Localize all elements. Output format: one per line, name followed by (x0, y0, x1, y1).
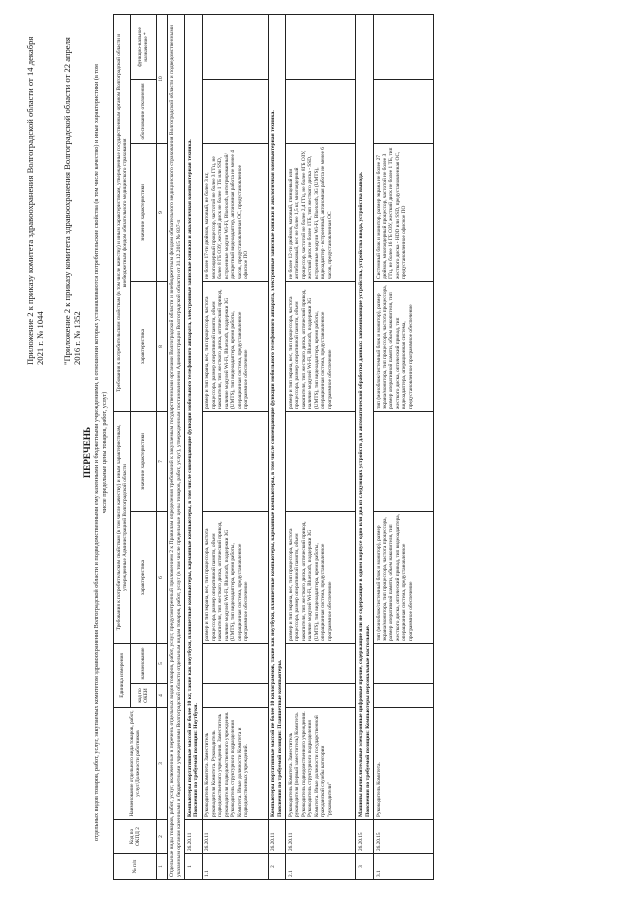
col-unit-name-header: наименование (130, 643, 156, 683)
row-gov-value (374, 411, 434, 511)
section-code: 26.20.11 (268, 820, 286, 854)
appendix-header: Приложение 2 к приказу комитета здравоохранения Волгоградской области от 14 декабря 2021 г. № 1044 (25, 36, 46, 365)
column-number: 9 (156, 143, 167, 281)
row-purpose (202, 14, 268, 79)
section-title-text: Компьютеры портативные массой не более 10 кг, такие как ноутбуки, планшетные компьютеры, карманные компьютеры, в том числе совмещающие функции мобильного телефонного аппарата, электронные записные книжки и аналогичная компьютерная техника. (186, 139, 193, 817)
row-cmt-char: тип (моноблок/системный блок и монитор), размер экрана/монитора, тип процессора, частота процессора, размер оперативной памяти, объем накопителя, тип жесткого диска, оптический привод, тип видеоадаптера, операционная система, предустановленное программное обеспечение (374, 281, 434, 411)
section-number: 1 (185, 854, 203, 880)
col-deviation-header: обоснование отклонения (130, 79, 156, 143)
section-row (185, 14, 203, 879)
col-gov-value-header: значение характеристики (130, 411, 156, 511)
section-title (185, 14, 203, 819)
row-unit-name (374, 643, 434, 683)
column-number: 3 (156, 708, 167, 820)
row-code: 26.20.15 (374, 820, 434, 854)
section-title (268, 14, 286, 819)
table-row (374, 14, 434, 879)
section-number: 3 (356, 854, 374, 880)
row-positions: Руководитель Комитета. (374, 708, 434, 820)
section-number: 2 (268, 854, 286, 880)
column-number: 1 (156, 854, 167, 880)
table-row (202, 14, 268, 879)
row-number: 3.1 (374, 854, 434, 880)
section-row (268, 14, 286, 879)
row-purpose (374, 14, 434, 79)
row-code: 26.20.11 (286, 820, 356, 854)
col-unit-header: Единица измерения (114, 643, 131, 707)
column-number: 10 (156, 14, 167, 143)
section-title-text: Машины вычислительные электронные цифровые прочие, содержащие или не содержащие в одном корпусе одно или два из следующих устройств для автоматической обработки данных: запоминающие устройства, устройства ввода, устройства вывода. (357, 171, 364, 817)
column-number-row (156, 14, 167, 879)
row-gov-char: размер и тип экрана, вес, тип процессора, частота процессора, размер оперативной памяти, объем накопителя, тип жесткого диска, оптический привод, наличие модулей Wi-Fi, Bluetooth, поддержки 3G (UMTS), тип видеоадаптера, время работы, операционная система, предустановленное программное обеспечение (286, 511, 356, 643)
row-unit-code (374, 684, 434, 708)
col-cmt-char-header: характеристика (130, 281, 156, 411)
column-number: 5 (156, 643, 167, 683)
section-title-text: Компьютеры портативные массой не более 10 килограммов, такие как ноутбуки, планшетные компьютеры, карманные компьютеры, в том числе совмещающие функции мобильного телефонного аппарата, электронные записные книжки и аналогичная компьютерная техника. (270, 110, 277, 817)
row-gov-char: тип (моноблок/системный блок и монитор), размер экрана/монитора, тип процессора, частота процессора, размер оперативной памяти, объем накопителя, тип жесткого диска, оптический привод, тип видеоадаптера, операционная система, предустановленное программное обеспечение (374, 511, 434, 643)
section-subtitle: Пояснения по требуемой позиции: Компьютеры персональные настольные. (364, 624, 371, 817)
requirements-table (113, 14, 434, 880)
column-number: 2 (156, 820, 167, 854)
col-okpd-header: Код по ОКПД 2 (114, 820, 157, 854)
column-number: 6 (156, 511, 167, 643)
document-title: ПЕРЕЧЕНЬ (82, 426, 92, 479)
col-name-header: Наименование отдельного вида товаров, работ, услуг/Должности работников (114, 708, 157, 820)
row-gov-char: размер и тип экрана, вес, тип процессора, частота процессора, размер оперативной памяти, объем накопителя, тип жесткого диска, оптический привод, наличие модулей Wi-Fi, Bluetooth, поддержки 3G (UMTS), тип видеоадаптера, время работы, операционная система, предустановленное программное обеспечение (202, 511, 268, 643)
table-row (286, 14, 356, 879)
row-cmt-value: Системный блок и монитор, размер экрана не более 27 дюймов, многоядерный процессор, частотой не более 3 ГГц, не более 16 ГБ ОЗУ, жесткий диск не более 1 ТБ, тип жесткого диска - HDD или SSD, предустановленная ОС, предустановленное офисное ПО (374, 143, 434, 281)
row-deviation (202, 79, 268, 143)
section-subtitle: Пояснения по требуемой позиции: Ноутбуки. (193, 703, 200, 817)
section-subtitle: Пояснения по требуемой позиции: Планшетные компьютеры. (277, 659, 284, 817)
column-number: 4 (156, 684, 167, 708)
row-gov-value (202, 411, 268, 511)
col-num-header: № п/п (114, 854, 157, 880)
appendix-header-original: "Приложение 2 к приказу комитета здравоохранения Волгоградской области от 22 апреля 2016 г. № 1352 (62, 37, 83, 365)
row-unit-code (202, 684, 268, 708)
section-title (356, 14, 374, 819)
section-code: 26.20.11 (185, 820, 203, 854)
col-purpose-header: функцио-нальное назначение * (130, 14, 156, 79)
col-unit-code-header: код по ОКЕИ (130, 684, 156, 708)
col-req-gov-header: Требования к потребительским свойствам (в том числе качеству) и иным характеристикам, утвержденные Администрацией Волгоградской области (114, 411, 131, 643)
row-cmt-value: не более 17-ти дюймов, матовый, не более 3 кг, многоядерный процессор, частотой не более 3 ГГц, не более 8 ГБ ОЗУ, жесткий диск не более 1 ТБ или SSD, встроенные модули Wi-Fi, Bluetooth, интегрированный/дискретный видеоадаптер, автономная работа не менее 4 часов, предустановленная ОС, предустановленное офисное ПО (202, 143, 268, 281)
row-deviation (374, 79, 434, 143)
col-gov-char-header: характеристика (130, 511, 156, 643)
row-deviation (286, 79, 356, 143)
col-cmt-value-header: значение характеристики (130, 143, 156, 281)
row-cmt-char: размер и тип экрана, вес, тип процессора, частота процессора, размер оперативной памяти, объем накопителя, тип жесткого диска, оптический привод, наличие модулей Wi-Fi, Bluetooth, поддержки 3G (UMTS), тип видеоадаптера, время работы, операционная система, предустановленное программное обеспечение (286, 281, 356, 411)
row-positions: Руководитель Комитета. Заместитель руководителя (первый заместитель) Комитета. Руководитель подведомственного учреждения. Руководитель структурного подразделения Комитета. Иные должности государственной гражданской службы категории "руководители" (286, 708, 356, 820)
column-number: 8 (156, 281, 167, 411)
table-header-row (114, 14, 131, 879)
section-row (356, 14, 374, 879)
row-number: 1.1 (202, 854, 268, 880)
row-cmt-char: размер и тип экрана, вес, тип процессора, частота процессора, размер оперативной памяти, объем накопителя, тип жесткого диска, оптический привод, наличие модулей Wi-Fi, Bluetooth, поддержки 3G (UMTS), тип видеоадаптера, время работы, операционная система, предустановленное программное обеспечение (202, 281, 268, 411)
row-code: 26.20.11 (202, 820, 268, 854)
row-purpose (286, 14, 356, 79)
column-number: 7 (156, 411, 167, 511)
col-req-cmt-header: Требования к потребительским свойствам (в том числе качеству) и иным характеристикам, утвержденные государственным органом Волгоградской области и внебюджетным фондом обязательного медицинского страхования (114, 14, 131, 411)
row-unit-code (286, 684, 356, 708)
row-unit-name (286, 643, 356, 683)
general-note: Отдельные виды товаров, работ, услуг, включенные в перечень отдельных видов товаров, работ, услуг, предусмотренный приложением 2 к Правилам определения требований к закупаемым государственными органами Волгоградской области и внебюджетным фондом обязательного медицинского страхования Волгоградской области и подведомственными указанным органам казенными и бюджетными учреждениями Волгоградской области отдельным видам товаров, работ, услуг (в том числе предельные цены товаров, работ, услуг), утвержденным постановлением Администрации Волгоградской области от 31.12.2015 № 837-п (167, 14, 185, 879)
row-cmt-value: не более 12-ти дюймов, матовый, глянцевый или антибликовый, вес не более 1,5 кг, многоядерный процессор, частотой не более 2,4 ГГц, не более 8ГБ ОЗУ, жесткий диск не более 1ТБ, тип жесткого диска - SSD, встроенные модули Wi-Fi, Bluetooth, 3G (UMTS), видеоадаптер - встроенный, автономная работа не менее 6 часов, предустановленная ОС (286, 143, 356, 281)
row-unit-name (202, 643, 268, 683)
row-gov-value (286, 411, 356, 511)
document-subtitle: отдельных видов товаров, работ, услуг, закупаемых комитетом здравоохранения Волгоградской области и подведомственными ему казенными и бюджетными учреждениями, в отношении которых устанавливаются потребительские свойства (в том числе качество) и иные характеристики (в том числе предельные цены товаров, работ, услуг) (93, 64, 108, 841)
section-code: 26.20.15 (356, 820, 374, 854)
general-note-row (167, 14, 185, 879)
row-number: 2.1 (286, 854, 356, 880)
row-positions: Руководитель Комитета. Заместитель руководителя Комитета. Руководитель подведомственного учреждения. Заместитель руководителя подведомственного учреждения. Руководитель структурного подразделения Комитета. Иные должности Комитета и подведомственных учреждений. (202, 708, 268, 820)
